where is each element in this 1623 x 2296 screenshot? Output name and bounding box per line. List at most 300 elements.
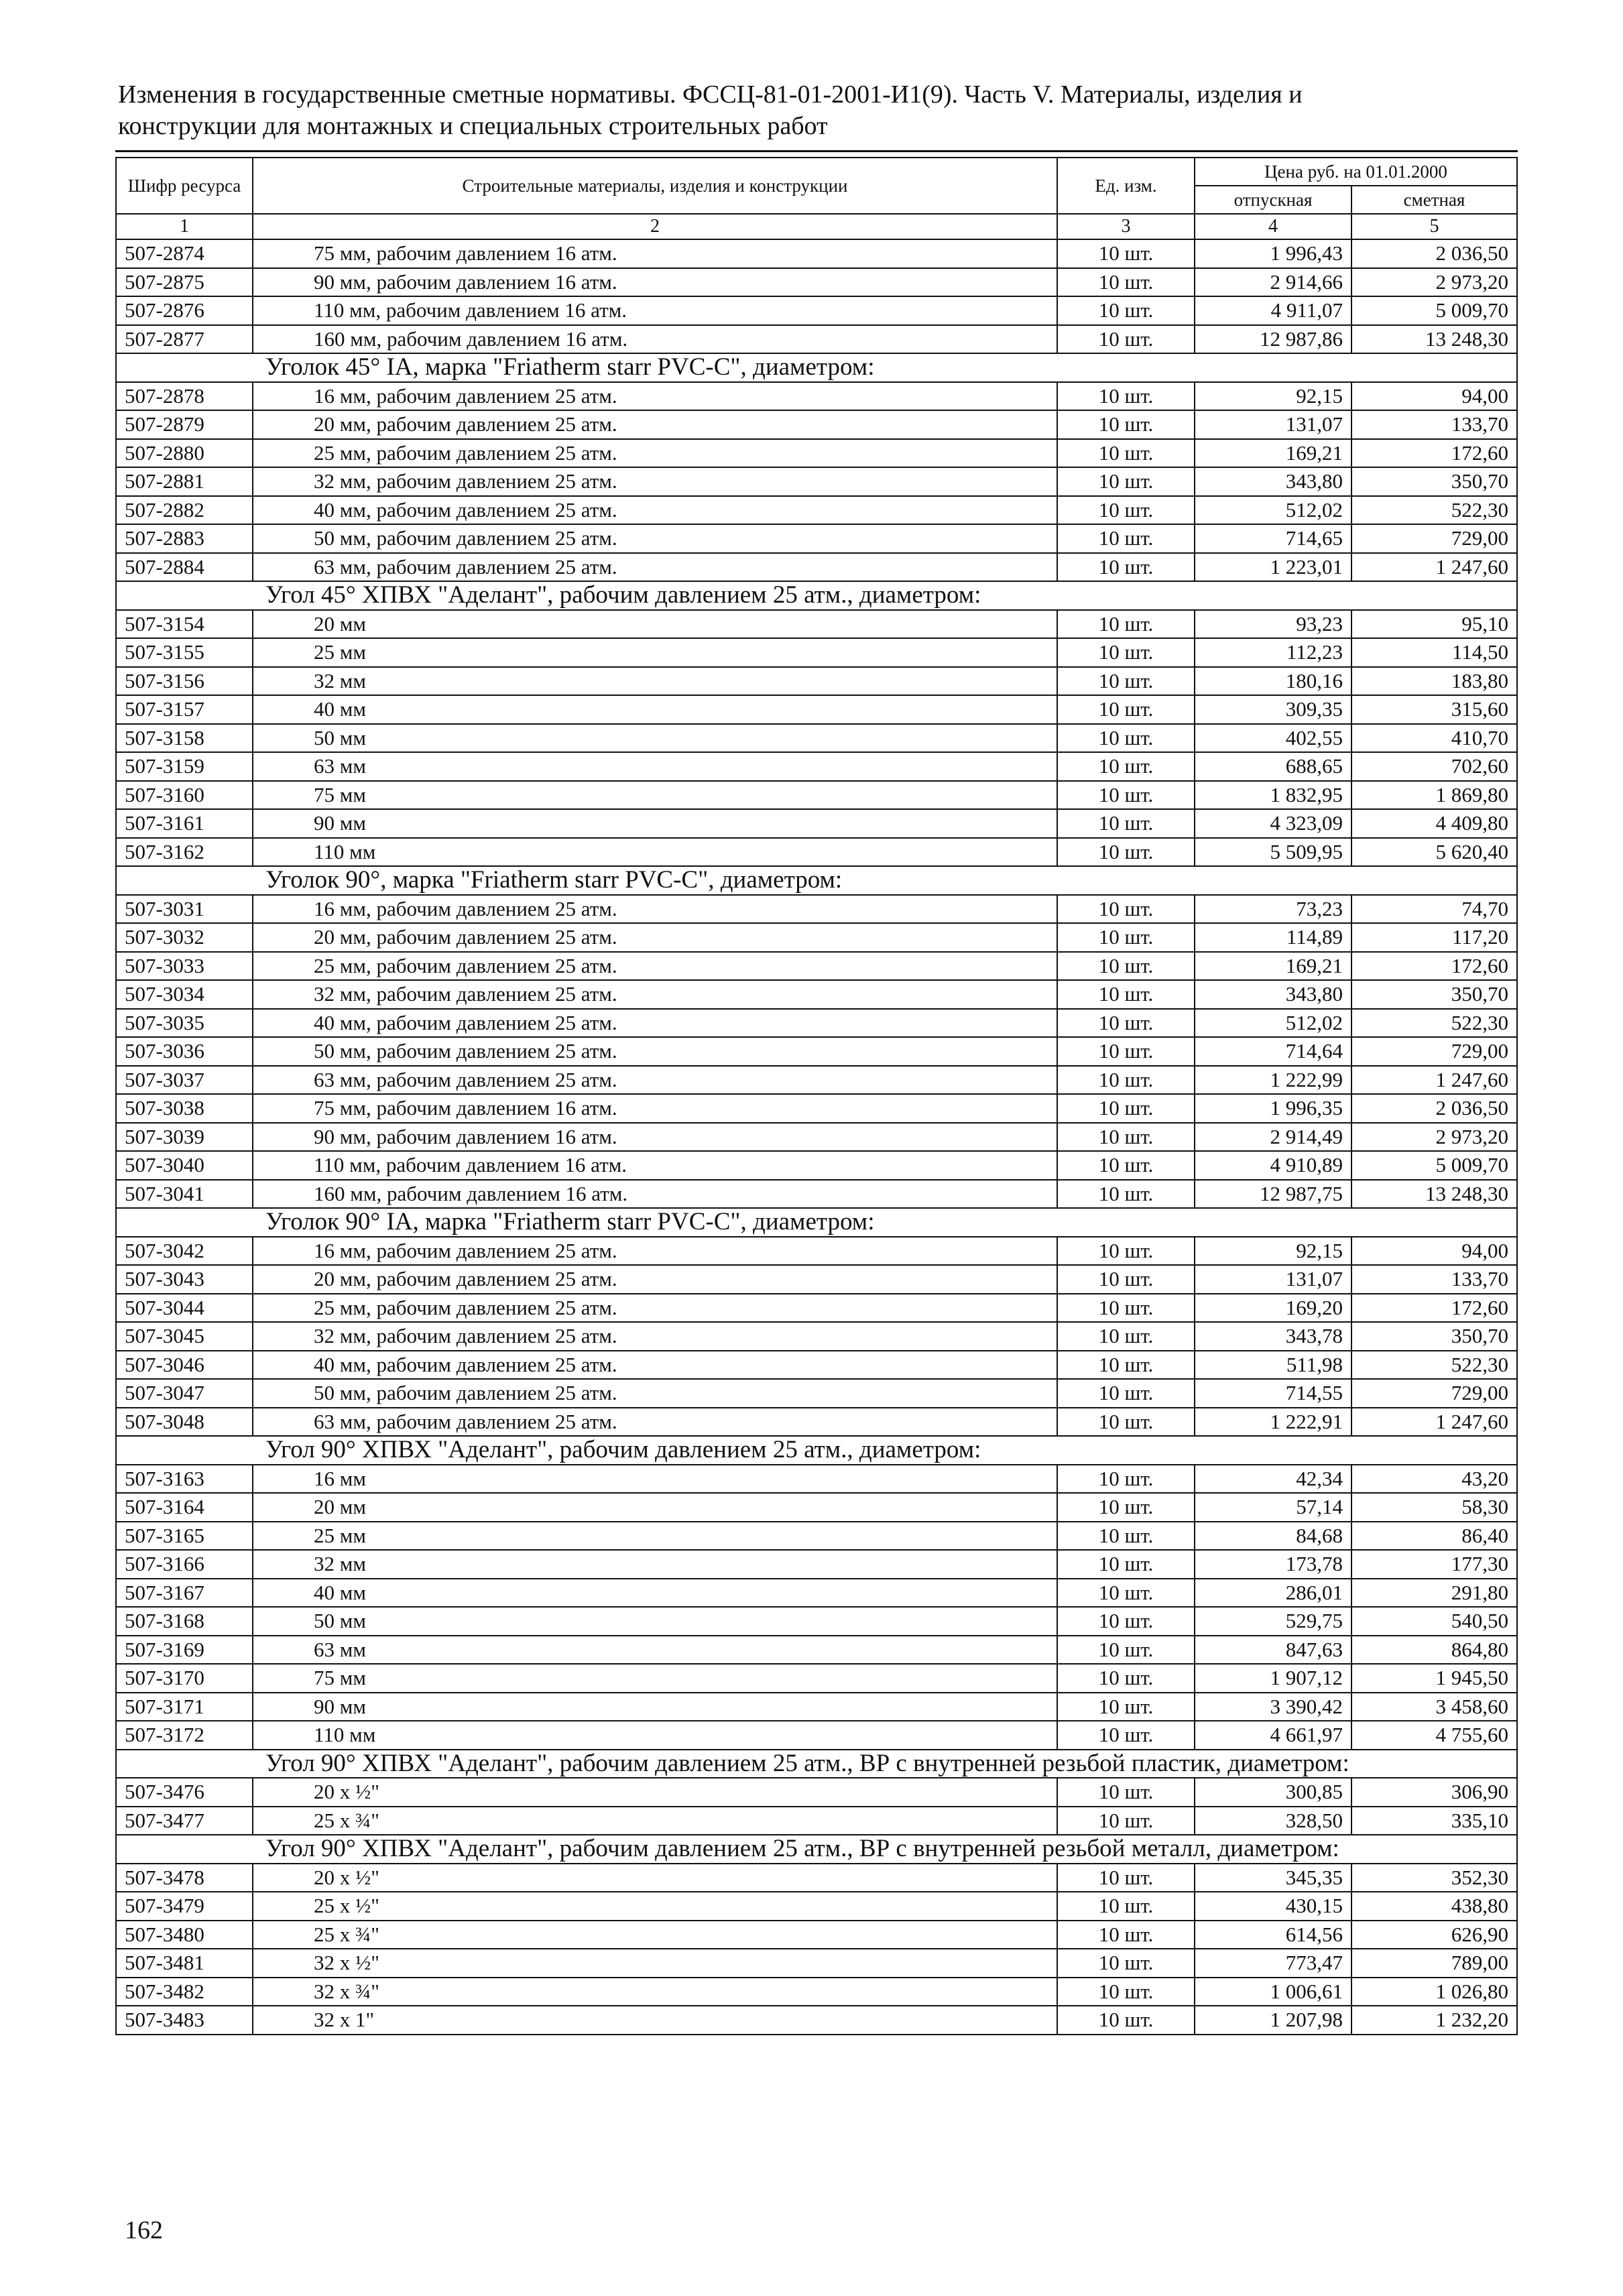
- resource-code: 507-3164: [116, 1493, 253, 1522]
- release-price: 1 996,43: [1195, 239, 1351, 268]
- estimate-price: 5 009,70: [1351, 296, 1517, 325]
- unit: 10 шт.: [1057, 809, 1195, 838]
- release-price: 1 222,99: [1195, 1066, 1351, 1095]
- estimate-price: 540,50: [1351, 1607, 1517, 1636]
- resource-code: 507-3155: [116, 638, 253, 667]
- col-index: 1: [116, 214, 253, 239]
- table-row: [116, 1978, 1517, 2006]
- release-price: 4 911,07: [1195, 296, 1351, 325]
- estimate-price: 2 973,20: [1351, 1123, 1517, 1152]
- resource-code: 507-3161: [116, 809, 253, 838]
- unit: 10 шт.: [1057, 1408, 1195, 1437]
- item-name: 40 мм: [253, 1579, 1057, 1608]
- table-row: [116, 496, 1517, 525]
- item-name: 25 мм, рабочим давлением 25 атм.: [253, 439, 1057, 468]
- item-name: 90 мм, рабочим давлением 16 атм.: [253, 1123, 1057, 1152]
- unit: 10 шт.: [1057, 1579, 1195, 1608]
- item-name: 20 мм: [253, 610, 1057, 639]
- resource-code: 507-3048: [116, 1408, 253, 1437]
- release-price: 847,63: [1195, 1636, 1351, 1665]
- col-header-name: Строительные материалы, изделия и конструкции: [253, 158, 1057, 214]
- estimate-price: 74,70: [1351, 895, 1517, 924]
- section-title: Уголок 90° IA, марка "Friatherm starr PVC-C", диаметром:: [116, 1208, 1517, 1237]
- release-price: 4 910,89: [1195, 1151, 1351, 1180]
- resource-code: 507-3476: [116, 1778, 253, 1807]
- release-price: 714,55: [1195, 1379, 1351, 1408]
- unit: 10 шт.: [1057, 1322, 1195, 1351]
- unit: 10 шт.: [1057, 1151, 1195, 1180]
- release-price: 1 222,91: [1195, 1408, 1351, 1437]
- item-name: 32 мм, рабочим давлением 25 атм.: [253, 467, 1057, 496]
- unit: 10 шт.: [1057, 1693, 1195, 1721]
- table-row: [116, 1265, 1517, 1294]
- item-name: 50 мм, рабочим давлением 25 атм.: [253, 1037, 1057, 1066]
- estimate-price: 133,70: [1351, 410, 1517, 439]
- col-index: 3: [1057, 214, 1195, 239]
- unit: 10 шт.: [1057, 1066, 1195, 1095]
- table-row: [116, 1493, 1517, 1522]
- estimate-price: 13 248,30: [1351, 1180, 1517, 1209]
- estimate-price: 114,50: [1351, 638, 1517, 667]
- item-name: 90 мм, рабочим давлением 16 атм.: [253, 268, 1057, 297]
- release-price: 343,78: [1195, 1322, 1351, 1351]
- table-row: [116, 610, 1517, 639]
- resource-code: 507-2876: [116, 296, 253, 325]
- table-row: [116, 1408, 1517, 1437]
- resource-code: 507-2878: [116, 382, 253, 411]
- unit: 10 шт.: [1057, 296, 1195, 325]
- table-row: [116, 1522, 1517, 1551]
- table-row: [116, 1094, 1517, 1123]
- estimate-price: 438,80: [1351, 1892, 1517, 1921]
- resource-code: 507-2883: [116, 524, 253, 553]
- estimate-price: 133,70: [1351, 1265, 1517, 1294]
- item-name: 63 мм: [253, 752, 1057, 781]
- item-name: 16 мм, рабочим давлением 25 атм.: [253, 382, 1057, 411]
- table-row: [116, 1693, 1517, 1721]
- item-name: 32 х ¾": [253, 1978, 1057, 2006]
- unit: 10 шт.: [1057, 239, 1195, 268]
- col-header-estimate: сметная: [1351, 186, 1517, 214]
- release-price: 773,47: [1195, 1949, 1351, 1978]
- release-price: 131,07: [1195, 1265, 1351, 1294]
- release-price: 12 987,86: [1195, 325, 1351, 354]
- item-name: 16 мм: [253, 1465, 1057, 1494]
- release-price: 92,15: [1195, 382, 1351, 411]
- estimate-price: 3 458,60: [1351, 1693, 1517, 1721]
- unit: 10 шт.: [1057, 1949, 1195, 1978]
- table-row: [116, 809, 1517, 838]
- estimate-price: 172,60: [1351, 1294, 1517, 1323]
- estimate-price: 350,70: [1351, 467, 1517, 496]
- table-row: [116, 1949, 1517, 1978]
- item-name: 20 х ½": [253, 1864, 1057, 1892]
- col-header-unit: Ед. изм.: [1057, 158, 1195, 214]
- item-name: 110 мм: [253, 838, 1057, 867]
- resource-code: 507-3162: [116, 838, 253, 867]
- resource-code: 507-2884: [116, 553, 253, 582]
- unit: 10 шт.: [1057, 1465, 1195, 1494]
- unit: 10 шт.: [1057, 1037, 1195, 1066]
- release-price: 300,85: [1195, 1778, 1351, 1807]
- release-price: 688,65: [1195, 752, 1351, 781]
- resource-code: 507-3038: [116, 1094, 253, 1123]
- item-name: 75 мм, рабочим давлением 16 атм.: [253, 1094, 1057, 1123]
- item-name: 32 мм: [253, 1550, 1057, 1579]
- estimate-price: 729,00: [1351, 1037, 1517, 1066]
- estimate-price: 172,60: [1351, 439, 1517, 468]
- release-price: 1 832,95: [1195, 781, 1351, 810]
- page-number: 162: [125, 2216, 163, 2244]
- item-name: 20 х ½": [253, 1778, 1057, 1807]
- section-row: [116, 1750, 1517, 1778]
- estimate-price: 335,10: [1351, 1807, 1517, 1835]
- resource-code: 507-3483: [116, 2006, 253, 2035]
- table-row: [116, 268, 1517, 297]
- resource-code: 507-3036: [116, 1037, 253, 1066]
- resource-code: 507-3032: [116, 923, 253, 952]
- resource-code: 507-3160: [116, 781, 253, 810]
- estimate-price: 626,90: [1351, 1921, 1517, 1949]
- table-row: [116, 1322, 1517, 1351]
- table-row: [116, 296, 1517, 325]
- resource-code: 507-3167: [116, 1579, 253, 1608]
- table-row: [116, 638, 1517, 667]
- estimate-price: 1 247,60: [1351, 1066, 1517, 1095]
- unit: 10 шт.: [1057, 1379, 1195, 1408]
- estimate-price: 702,60: [1351, 752, 1517, 781]
- section-row: [116, 1835, 1517, 1864]
- table-row: [116, 1066, 1517, 1095]
- resource-code: 507-3041: [116, 1180, 253, 1209]
- table-row: [116, 1180, 1517, 1209]
- release-price: 1 907,12: [1195, 1664, 1351, 1693]
- table-row: [116, 1237, 1517, 1266]
- table-row: [116, 325, 1517, 354]
- estimate-price: 352,30: [1351, 1864, 1517, 1892]
- release-price: 12 987,75: [1195, 1180, 1351, 1209]
- unit: 10 шт.: [1057, 895, 1195, 924]
- resource-code: 507-3044: [116, 1294, 253, 1323]
- release-price: 169,21: [1195, 439, 1351, 468]
- unit: 10 шт.: [1057, 553, 1195, 582]
- item-name: 63 мм, рабочим давлением 25 атм.: [253, 1408, 1057, 1437]
- resource-code: 507-3482: [116, 1978, 253, 2006]
- unit: 10 шт.: [1057, 1493, 1195, 1522]
- resource-code: 507-3035: [116, 1009, 253, 1038]
- unit: 10 шт.: [1057, 496, 1195, 525]
- release-price: 173,78: [1195, 1550, 1351, 1579]
- unit: 10 шт.: [1057, 1009, 1195, 1038]
- unit: 10 шт.: [1057, 923, 1195, 952]
- table-row: [116, 980, 1517, 1009]
- resource-code: 507-3042: [116, 1237, 253, 1266]
- item-name: 110 мм, рабочим давлением 16 атм.: [253, 296, 1057, 325]
- table-row: [116, 1351, 1517, 1380]
- estimate-price: 350,70: [1351, 980, 1517, 1009]
- release-price: 57,14: [1195, 1493, 1351, 1522]
- estimate-price: 2 036,50: [1351, 1094, 1517, 1123]
- resource-code: 507-2879: [116, 410, 253, 439]
- table-row: [116, 410, 1517, 439]
- estimate-price: 306,90: [1351, 1778, 1517, 1807]
- document-header: [118, 79, 1512, 142]
- resource-code: 507-3034: [116, 980, 253, 1009]
- table-row: [116, 1921, 1517, 1949]
- table-row: [116, 695, 1517, 724]
- header-rule: [115, 150, 1518, 152]
- section-row: [116, 1208, 1517, 1237]
- estimate-price: 410,70: [1351, 724, 1517, 753]
- unit: 10 шт.: [1057, 467, 1195, 496]
- release-price: 84,68: [1195, 1522, 1351, 1551]
- unit: 10 шт.: [1057, 1864, 1195, 1892]
- table-row: [116, 467, 1517, 496]
- release-price: 309,35: [1195, 695, 1351, 724]
- item-name: 40 мм, рабочим давлением 25 атм.: [253, 496, 1057, 525]
- item-name: 90 мм: [253, 809, 1057, 838]
- item-name: 32 мм: [253, 667, 1057, 696]
- release-price: 614,56: [1195, 1921, 1351, 1949]
- resource-code: 507-3043: [116, 1265, 253, 1294]
- resource-code: 507-3031: [116, 895, 253, 924]
- unit: 10 шт.: [1057, 695, 1195, 724]
- estimate-price: 522,30: [1351, 496, 1517, 525]
- col-index: 4: [1195, 214, 1351, 239]
- table-row: [116, 1607, 1517, 1636]
- table-row: [116, 1037, 1517, 1066]
- unit: 10 шт.: [1057, 724, 1195, 753]
- release-price: 430,15: [1195, 1892, 1351, 1921]
- release-price: 169,21: [1195, 952, 1351, 981]
- release-price: 512,02: [1195, 1009, 1351, 1038]
- item-name: 75 мм: [253, 1664, 1057, 1693]
- col-index: 5: [1351, 214, 1517, 239]
- section-row: [116, 581, 1517, 610]
- release-price: 131,07: [1195, 410, 1351, 439]
- release-price: 93,23: [1195, 610, 1351, 639]
- item-name: 20 мм, рабочим давлением 25 атм.: [253, 1265, 1057, 1294]
- unit: 10 шт.: [1057, 439, 1195, 468]
- resource-code: 507-2882: [116, 496, 253, 525]
- resource-code: 507-2880: [116, 439, 253, 468]
- estimate-price: 729,00: [1351, 524, 1517, 553]
- release-price: 180,16: [1195, 667, 1351, 696]
- resource-code: 507-3046: [116, 1351, 253, 1380]
- release-price: 343,80: [1195, 980, 1351, 1009]
- estimate-price: 58,30: [1351, 1493, 1517, 1522]
- item-name: 25 мм, рабочим давлением 25 атм.: [253, 952, 1057, 981]
- item-name: 25 х ¾": [253, 1807, 1057, 1835]
- unit: 10 шт.: [1057, 952, 1195, 981]
- resource-code: 507-3045: [116, 1322, 253, 1351]
- release-price: 169,20: [1195, 1294, 1351, 1323]
- unit: 10 шт.: [1057, 1351, 1195, 1380]
- table-row: [116, 1294, 1517, 1323]
- resource-code: 507-3171: [116, 1693, 253, 1721]
- resource-code: 507-3033: [116, 952, 253, 981]
- item-name: 50 мм: [253, 1607, 1057, 1636]
- unit: 10 шт.: [1057, 1294, 1195, 1323]
- unit: 10 шт.: [1057, 268, 1195, 297]
- estimate-price: 864,80: [1351, 1636, 1517, 1665]
- estimate-price: 4 755,60: [1351, 1721, 1517, 1750]
- unit: 10 шт.: [1057, 1522, 1195, 1551]
- unit: 10 шт.: [1057, 667, 1195, 696]
- estimate-price: 43,20: [1351, 1465, 1517, 1494]
- unit: 10 шт.: [1057, 1778, 1195, 1807]
- resource-code: 507-3168: [116, 1607, 253, 1636]
- table-row: [116, 1465, 1517, 1494]
- table-row: [116, 781, 1517, 810]
- estimate-price: 183,80: [1351, 667, 1517, 696]
- resource-code: 507-3154: [116, 610, 253, 639]
- unit: 10 шт.: [1057, 610, 1195, 639]
- release-price: 5 509,95: [1195, 838, 1351, 867]
- estimate-price: 4 409,80: [1351, 809, 1517, 838]
- section-title: Уголок 90°, марка "Friatherm starr PVC-C", диаметром:: [116, 866, 1517, 895]
- item-name: 25 мм, рабочим давлением 25 атм.: [253, 1294, 1057, 1323]
- item-name: 25 х ½": [253, 1892, 1057, 1921]
- item-name: 16 мм, рабочим давлением 25 атм.: [253, 1237, 1057, 1266]
- resource-code: 507-3039: [116, 1123, 253, 1152]
- unit: 10 шт.: [1057, 1921, 1195, 1949]
- col-header-price: Цена руб. на 01.01.2000: [1195, 158, 1517, 186]
- release-price: 345,35: [1195, 1864, 1351, 1892]
- release-price: 1 006,61: [1195, 1978, 1351, 2006]
- release-price: 112,23: [1195, 638, 1351, 667]
- estimate-price: 1 945,50: [1351, 1664, 1517, 1693]
- resource-code: 507-3156: [116, 667, 253, 696]
- unit: 10 шт.: [1057, 1978, 1195, 2006]
- estimate-price: 522,30: [1351, 1351, 1517, 1380]
- table-row: [116, 667, 1517, 696]
- unit: 10 шт.: [1057, 752, 1195, 781]
- estimate-price: 86,40: [1351, 1522, 1517, 1551]
- resource-code: 507-3170: [116, 1664, 253, 1693]
- table-row: [116, 239, 1517, 268]
- unit: 10 шт.: [1057, 1094, 1195, 1123]
- estimate-price: 1 232,20: [1351, 2006, 1517, 2035]
- resource-code: 507-2874: [116, 239, 253, 268]
- item-name: 25 мм: [253, 1522, 1057, 1551]
- table-row: [116, 952, 1517, 981]
- item-name: 25 мм: [253, 638, 1057, 667]
- release-price: 529,75: [1195, 1607, 1351, 1636]
- resource-code: 507-3159: [116, 752, 253, 781]
- item-name: 50 мм: [253, 724, 1057, 753]
- estimate-price: 291,80: [1351, 1579, 1517, 1608]
- release-price: 511,98: [1195, 1351, 1351, 1380]
- resource-code: 507-3040: [116, 1151, 253, 1180]
- table-row: [116, 1009, 1517, 1038]
- table-row: [116, 524, 1517, 553]
- item-name: 32 х ½": [253, 1949, 1057, 1978]
- resource-code: 507-3157: [116, 695, 253, 724]
- estimate-price: 117,20: [1351, 923, 1517, 952]
- estimate-price: 2 036,50: [1351, 239, 1517, 268]
- item-name: 50 мм, рабочим давлением 25 атм.: [253, 1379, 1057, 1408]
- estimate-price: 1 247,60: [1351, 1408, 1517, 1437]
- estimate-price: 1 869,80: [1351, 781, 1517, 810]
- table-row: [116, 1892, 1517, 1921]
- item-name: 20 мм, рабочим давлением 25 атм.: [253, 410, 1057, 439]
- item-name: 32 х 1": [253, 2006, 1057, 2035]
- section-row: [116, 353, 1517, 382]
- resource-code: 507-2875: [116, 268, 253, 297]
- table-row: [116, 1550, 1517, 1579]
- item-name: 160 мм, рабочим давлением 16 атм.: [253, 1180, 1057, 1209]
- resource-code: 507-3477: [116, 1807, 253, 1835]
- table-row: [116, 1151, 1517, 1180]
- estimate-price: 729,00: [1351, 1379, 1517, 1408]
- estimate-price: 172,60: [1351, 952, 1517, 981]
- section-row: [116, 1436, 1517, 1465]
- col-index: 2: [253, 214, 1057, 239]
- estimate-price: 1 026,80: [1351, 1978, 1517, 2006]
- resource-code: 507-3481: [116, 1949, 253, 1978]
- item-name: 90 мм: [253, 1693, 1057, 1721]
- item-name: 32 мм, рабочим давлением 25 атм.: [253, 1322, 1057, 1351]
- item-name: 110 мм: [253, 1721, 1057, 1750]
- item-name: 20 мм: [253, 1493, 1057, 1522]
- unit: 10 шт.: [1057, 781, 1195, 810]
- table-row: [116, 1778, 1517, 1807]
- unit: 10 шт.: [1057, 1636, 1195, 1665]
- unit: 10 шт.: [1057, 1807, 1195, 1835]
- release-price: 1 207,98: [1195, 2006, 1351, 2035]
- col-header-code: Шифр ресурса: [116, 158, 253, 214]
- release-price: 4 661,97: [1195, 1721, 1351, 1750]
- item-name: 40 мм, рабочим давлением 25 атм.: [253, 1009, 1057, 1038]
- resource-code: 507-3166: [116, 1550, 253, 1579]
- estimate-price: 94,00: [1351, 382, 1517, 411]
- release-price: 2 914,49: [1195, 1123, 1351, 1152]
- table-row: [116, 1664, 1517, 1693]
- item-name: 63 мм, рабочим давлением 25 атм.: [253, 1066, 1057, 1095]
- header-line-2: конструкции для монтажных и специальных строительных работ: [118, 112, 828, 140]
- release-price: 2 914,66: [1195, 268, 1351, 297]
- table-row: [116, 2006, 1517, 2035]
- resource-code: 507-3165: [116, 1522, 253, 1551]
- release-price: 343,80: [1195, 467, 1351, 496]
- release-price: 4 323,09: [1195, 809, 1351, 838]
- unit: 10 шт.: [1057, 1265, 1195, 1294]
- table-row: [116, 1123, 1517, 1152]
- release-price: 328,50: [1195, 1807, 1351, 1835]
- item-name: 40 мм, рабочим давлением 25 атм.: [253, 1351, 1057, 1380]
- estimate-price: 1 247,60: [1351, 553, 1517, 582]
- section-row: [116, 866, 1517, 895]
- estimate-price: 95,10: [1351, 610, 1517, 639]
- section-title: Уголок 45° IA, марка "Friatherm starr PVC-C", диаметром:: [116, 353, 1517, 382]
- section-title: Угол 90° ХПВХ "Аделант", рабочим давлением 25 атм., ВР с внутренней резьбой металл, диаметром:: [116, 1835, 1517, 1864]
- item-name: 75 мм, рабочим давлением 16 атм.: [253, 239, 1057, 268]
- unit: 10 шт.: [1057, 1607, 1195, 1636]
- table-row: [116, 923, 1517, 952]
- price-table: [115, 157, 1518, 2035]
- release-price: 286,01: [1195, 1579, 1351, 1608]
- resource-code: 507-3047: [116, 1379, 253, 1408]
- unit: 10 шт.: [1057, 1550, 1195, 1579]
- release-price: 3 390,42: [1195, 1693, 1351, 1721]
- item-name: 110 мм, рабочим давлением 16 атм.: [253, 1151, 1057, 1180]
- unit: 10 шт.: [1057, 1664, 1195, 1693]
- item-name: 63 мм, рабочим давлением 25 атм.: [253, 553, 1057, 582]
- resource-code: 507-2877: [116, 325, 253, 354]
- release-price: 1 223,01: [1195, 553, 1351, 582]
- table-body: [116, 239, 1517, 2035]
